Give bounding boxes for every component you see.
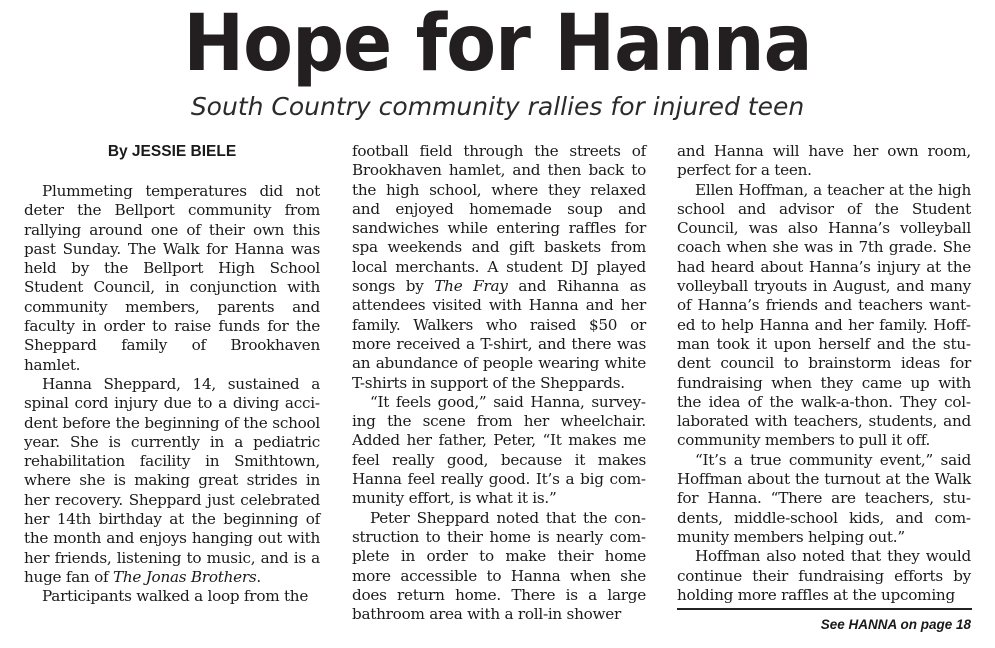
byline: By JESSIE BIELE <box>107 143 237 160</box>
article-column-1 <box>24 142 320 607</box>
paragraph: Hoffman also noted that they would continue their fundraising efforts by holding more raffles at the upcoming <box>677 547 971 604</box>
jump-line[interactable]: See HANNA on page 18 <box>820 617 971 632</box>
band-name: The Jonas Brothers <box>112 567 257 586</box>
paragraph: “It’s a true community event,” said Hoffman about the turnout at the Walk for Hanna. “There are teachers, students, middle-school kids, and community members helping out.” <box>677 450 971 546</box>
paragraph: Plummeting temperatures did not deter the Bellport community from rallying around one of their own this past Sunday. The Walk for Hanna was held by the Bellport High School Student Council, in conjunction with community members, parents and faculty in order to raise funds for the Sheppard family of Brookhaven hamlet. <box>24 182 320 374</box>
paragraph: “It feels good,” said Hanna, surveying the scene from her wheelchair. Added her father, Peter, “It makes me feel really good, because it makes Hanna feel really good. It’s a big community effort, is what it is.” <box>352 392 646 508</box>
paragraph-text: and Rihanna as attendees visited with Hanna and her family. Walkers who raised $50 or more received a T-shirt, and there was an abundance of people wearing white T-shirts in support of the Sheppards. <box>352 277 646 392</box>
paragraph: Ellen Hoffman, a teacher at the high school and advisor of the Student Council, was also Hanna’s volleyball coach when she was in 7th grade. She had heard about Hanna’s injury at the volleyball tryouts in August, and many of Hanna’s friends and teachers wanted to help Hanna and her family. Hoffman took it upon herself and the student council to brainstorm ideas for fundraising when they came up with the idea of the walk-a-thon. They collaborated with teachers, students, and community members to pull it off. <box>677 180 971 450</box>
band-name: The Fray <box>434 277 508 296</box>
punctuation: . <box>256 567 261 586</box>
paragraph: and Hanna will have her own room, perfect for a teen. <box>677 142 971 180</box>
paragraph-text: football field through the streets of Brookhaven hamlet, and then back to the high school, where they relaxed and enjoyed homemade soup and sandwiches while entering raffles for spa weekends and gift baskets from local merchants. A student DJ played songs by <box>352 142 646 296</box>
article-column-2 <box>352 142 646 624</box>
article-column-3 <box>677 142 971 605</box>
jump-rule <box>677 608 972 610</box>
paragraph <box>352 142 646 393</box>
subhead: South Country community rallies for injured teen <box>190 92 805 121</box>
headline: Hope for Hanna <box>183 0 812 89</box>
paragraph: Peter Sheppard noted that the construction to their home is nearly complete in order to make their home more accessible to Hanna when she does return home. There is a large bathroom area with a roll-in shower <box>352 508 646 624</box>
paragraph-text: Hanna Sheppard, 14, sustained a spinal cord injury due to a diving accident before the beginning of the school year. She is currently in a pediatric rehabilitation facility in Smithtown, where she is making great strides in her recovery. Sheppard just celebrated her 14th birthday at the beginning of the month and enjoys hanging out with her friends, listening to music, and is a huge fan of <box>24 374 320 586</box>
paragraph <box>24 375 320 587</box>
paragraph: Participants walked a loop from the <box>42 587 309 606</box>
